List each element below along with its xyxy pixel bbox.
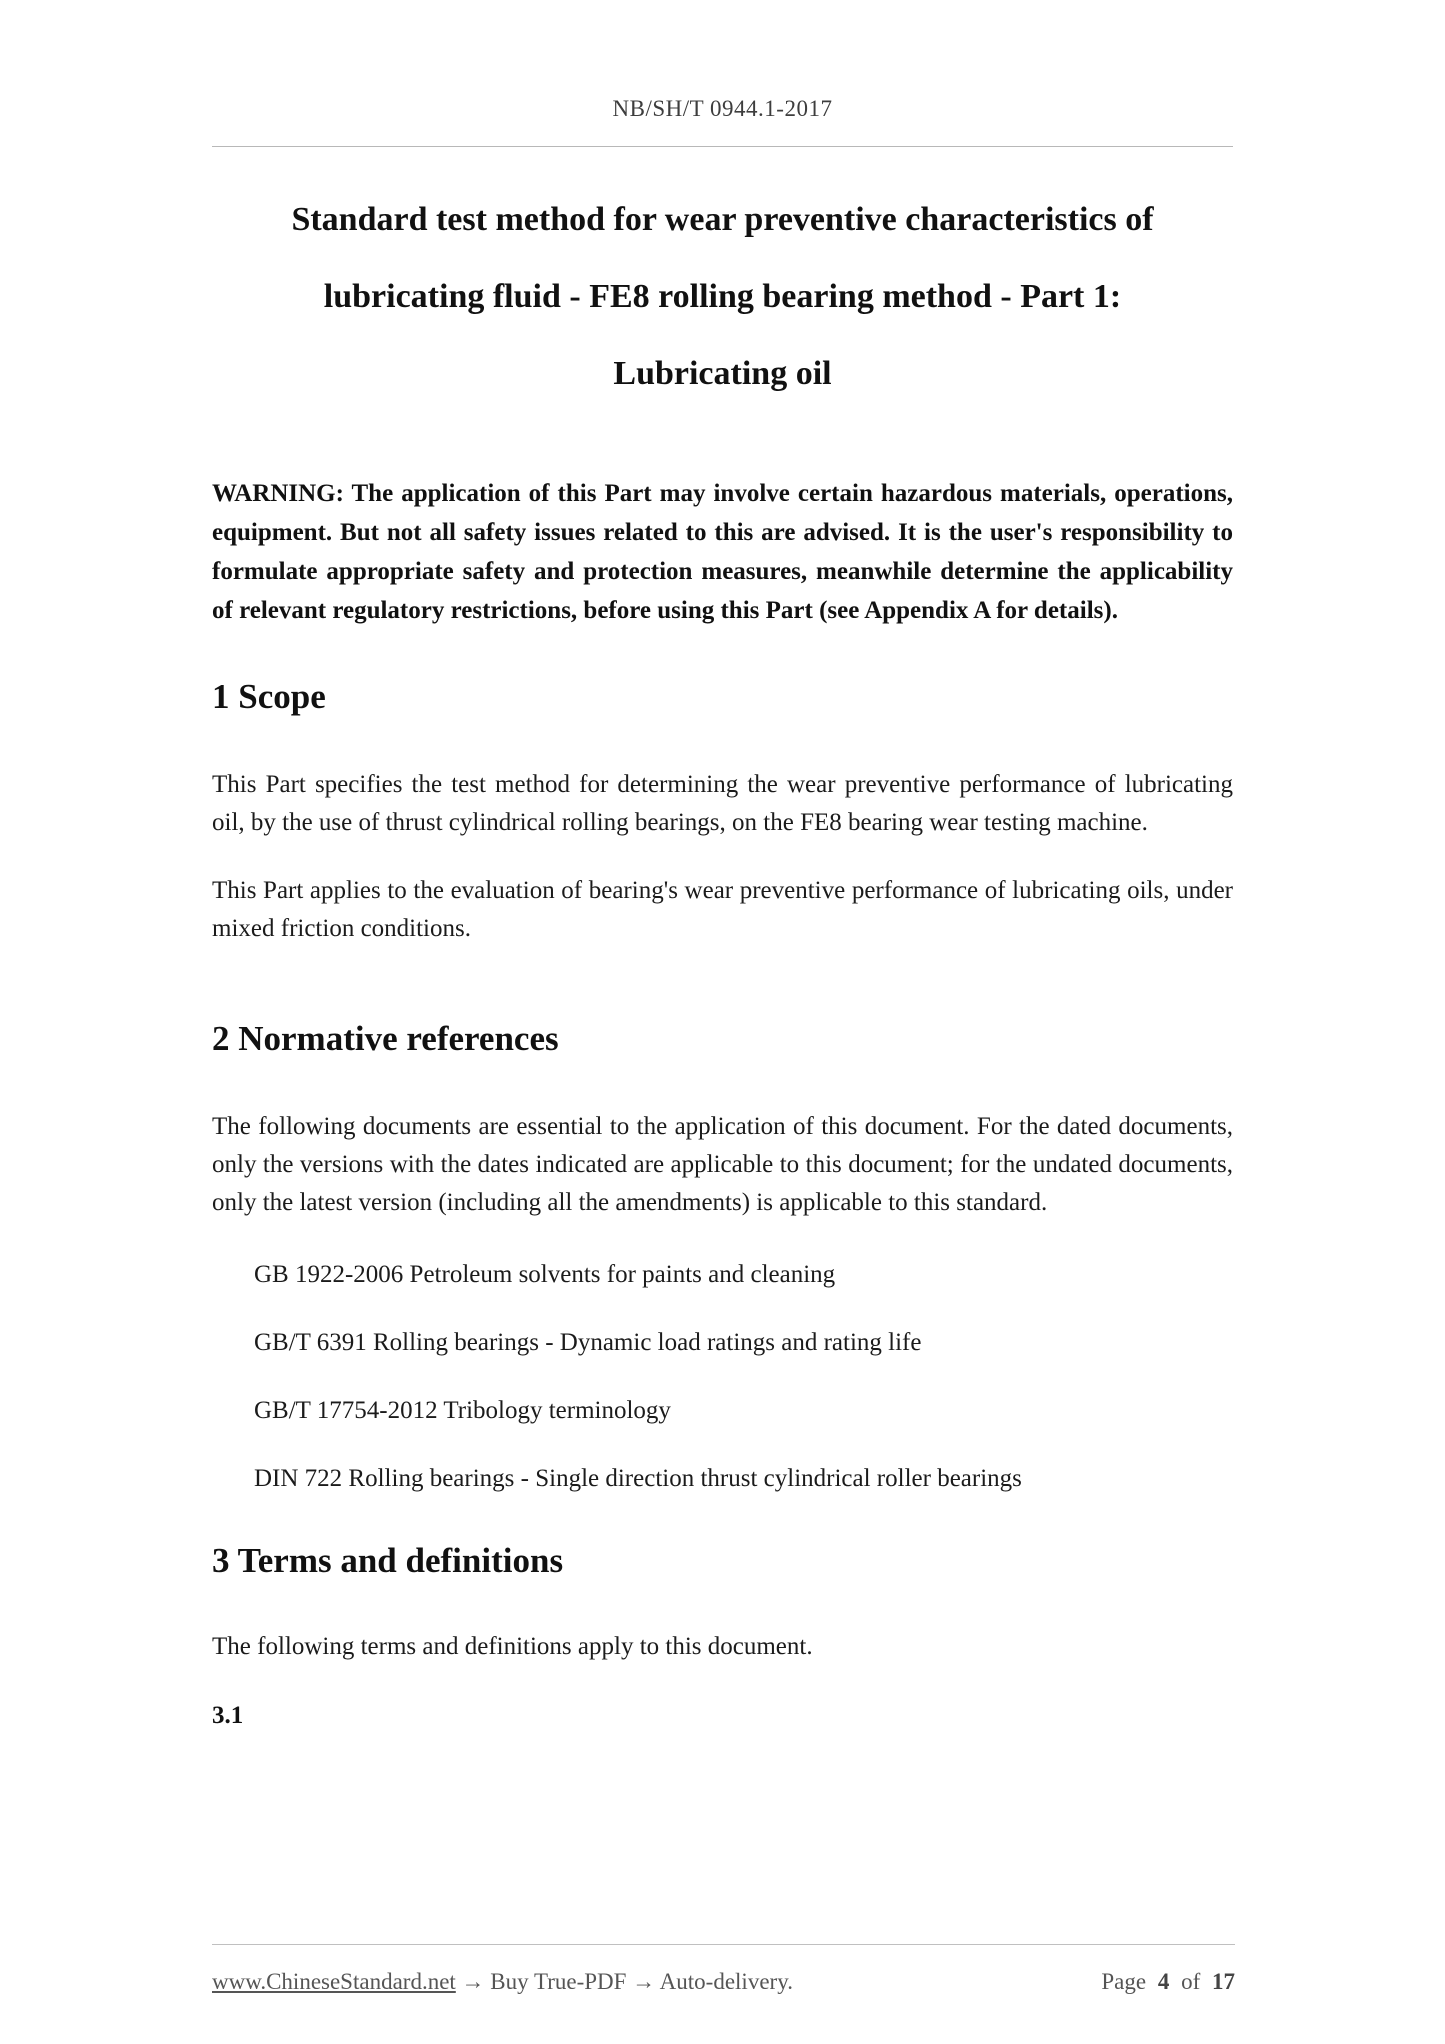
reference-item: GB 1922-2006 Petroleum solvents for paints and cleaning <box>254 1261 836 1288</box>
warning-paragraph: WARNING: The application of this Part may involve certain hazardous materials, operations, equipment. But not all safety issues related to this are advised. It is the user's responsibility to formulate appropriate safety and protection measures, meanwhile determine the applicability of relevant regulatory restrictions, before using this Part (see Appendix A for details). <box>212 480 1233 624</box>
reference-item: DIN 722 Rolling bearings - Single direction thrust cylindrical roller bearings <box>254 1465 1022 1492</box>
arrow-icon: → <box>632 1969 656 1994</box>
document-number-header: NB/SH/T 0944.1-2017 <box>612 96 833 121</box>
page-label: Page <box>1101 1969 1147 1994</box>
buy-true-pdf-label: Buy True-PDF <box>490 1969 627 1994</box>
site-link[interactable]: www.ChineseStandard.net <box>212 1969 456 1994</box>
reference-item: GB/T 6391 Rolling bearings - Dynamic load ratings and rating life <box>254 1329 922 1356</box>
current-page-number: 4 <box>1157 1969 1170 1994</box>
footer-left <box>212 1969 793 1995</box>
scope-paragraph-2: This Part applies to the evaluation of bearing's wear preventive performance of lubricating oils, under mixed friction conditions. <box>212 877 1233 942</box>
reference-item: GB/T 17754-2012 Tribology terminology <box>254 1397 671 1424</box>
page-number-indicator <box>1095 1969 1235 1995</box>
section-heading-normative-references: 2 Normative references <box>212 1019 559 1058</box>
auto-delivery-label: Auto-delivery. <box>659 1969 793 1994</box>
terms-paragraph: The following terms and definitions apply to this document. <box>212 1633 813 1660</box>
document-title <box>212 181 1233 412</box>
title-line-1: Standard test method for wear preventive characteristics of <box>291 201 1154 238</box>
reference-list <box>212 1260 1233 1494</box>
footer-row <box>212 1969 1235 1995</box>
page-footer <box>212 1944 1235 1995</box>
normative-intro-paragraph: The following documents are essential to the application of this document. For the dated documents, only the versions with the dates indicated are applicable to this document; for the undated documents, only the latest version (including all the amendments) is applicable to this standard. <box>212 1113 1233 1216</box>
page-of-label: of <box>1181 1969 1201 1994</box>
title-line-3: Lubricating oil <box>613 355 832 392</box>
footer-divider <box>212 1944 1235 1945</box>
header-divider <box>212 146 1233 147</box>
total-page-number: 17 <box>1212 1969 1235 1994</box>
section-heading-scope: 1 Scope <box>212 677 326 716</box>
title-line-2: lubricating fluid - FE8 rolling bearing method - Part 1: <box>323 278 1122 315</box>
section-heading-terms-definitions: 3 Terms and definitions <box>212 1541 564 1580</box>
arrow-icon: → <box>461 1969 485 1994</box>
clause-number-3-1: 3.1 <box>212 1702 244 1729</box>
scope-paragraph-1: This Part specifies the test method for determining the wear preventive performance of lubricating oil, by the use of thrust cylindrical rolling bearings, on the FE8 bearing wear testing machine. <box>212 771 1233 836</box>
